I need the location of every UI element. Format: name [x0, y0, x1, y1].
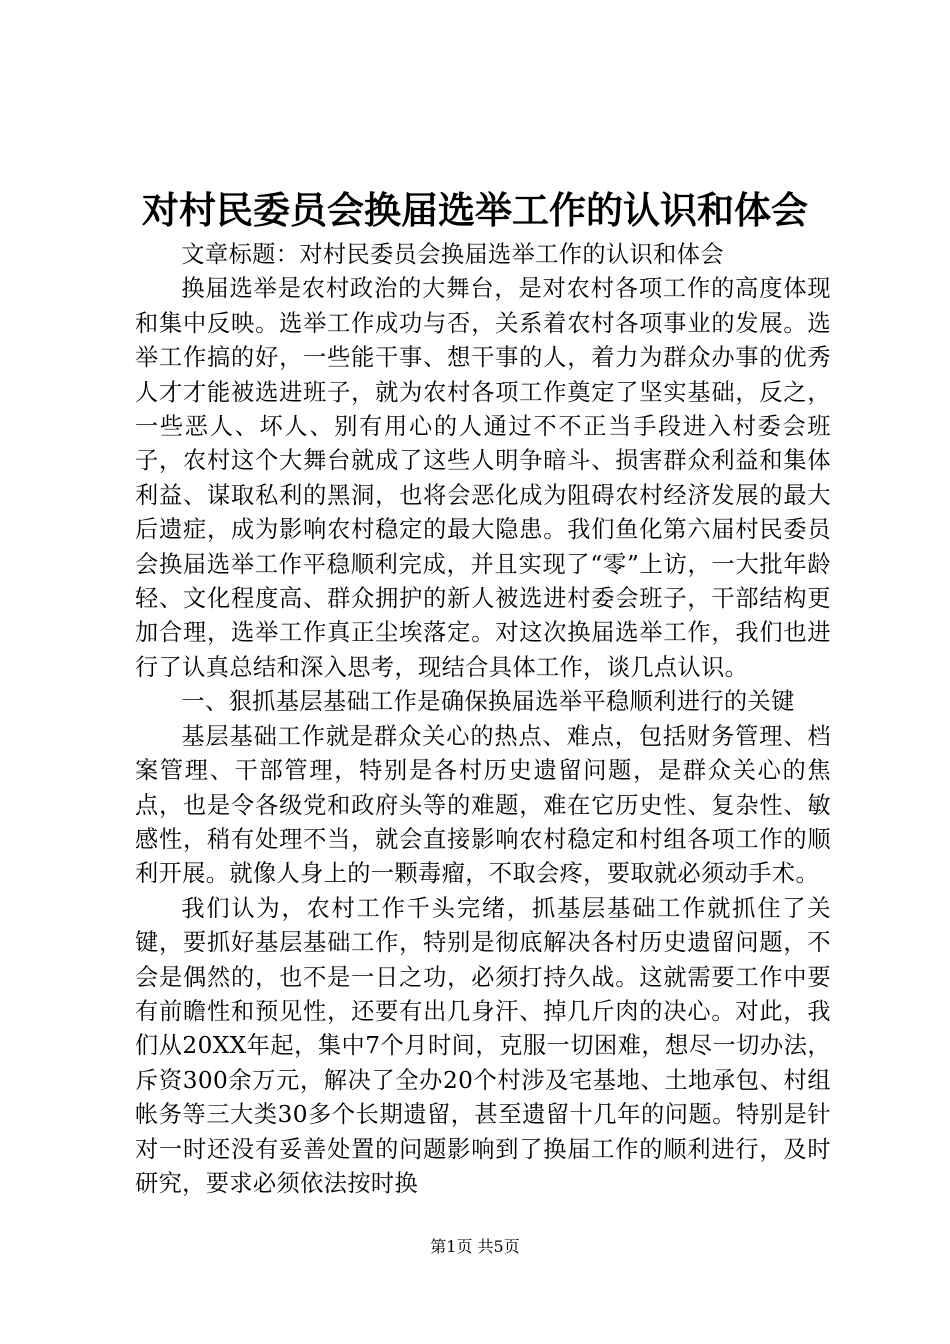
- page-footer: 第1页 共5页: [430, 1237, 520, 1256]
- document-body: [135, 238, 831, 1201]
- article-title-line: 文章标题：对村民委员会换届选举工作的认识和体会: [181, 241, 724, 268]
- section-heading: 一、狠抓基层基础工作是确保换届选举平稳顺利进行的关键: [181, 688, 795, 716]
- document-title: 对村民委员会换届选举工作的认识和体会: [142, 188, 808, 232]
- body-paragraph: 我们认为，农村工作千头完绪，抓基层基础工作就抓住了关键，要抓好基层基础工作，特别是彻底解决各村历史遗留问题，不会是偶然的，也不是一日之功，必须打持久战。这就需要工作中要有前瞻性和预见性，还要有出几身汗、掉几斤肉的决心。对此，我们从20XX年起，集中7个月时间，克服一切困难，想尽一切办法，斥资300余万元，解决了全办20个村涉及宅基地、土地承包、村组帐务等三大类30多个长期遗留，甚至遗留十几年的问题。特别是针对一时还没有妥善处置的问题影响到了换届工作的顺利进行，及时研究，要求必须依法按时换: [135, 894, 831, 1197]
- body-paragraph: 换届选举是农村政治的大舞台，是对农村各项工作的高度体现和集中反映。选举工作成功与否，关系着农村各项事业的发展。选举工作搞的好，一些能干事、想干事的人，着力为群众办事的优秀人才才能被选进班子，就为农村各项工作奠定了坚实基础，反之，一些恶人、坏人、别有用心的人通过不不正当手段进入村委会班子，农村这个大舞台就成了这些人明争暗斗、损害群众利益和集体利益、谋取私利的黑洞，也将会恶化成为阻碍农村经济发展的最大后遗症，成为影响农村稳定的最大隐患。我们鱼化第六届村民委员会换届选举工作平稳顺利完成，并且实现了“零”上访，一大批年龄轻、文化程度高、群众拥护的新人被选进村委会班子，干部结构更加合理，选举工作真正尘埃落定。对这次换届选举工作，我们也进行了认真总结和深入思考，现结合具体工作，谈几点认识。: [135, 275, 831, 681]
- body-paragraph: 基层基础工作就是群众关心的热点、难点，包括财务管理、档案管理、干部管理，特别是各村历史遗留问题，是群众关心的焦点，也是令各级党和政府头等的难题，难在它历史性、复杂性、敏感性，稍有处理不当，就会直接影响农村稳定和村组各项工作的顺利开展。就像人身上的一颗毒瘤，不取会疼，要取就必须动手术。: [135, 722, 831, 888]
